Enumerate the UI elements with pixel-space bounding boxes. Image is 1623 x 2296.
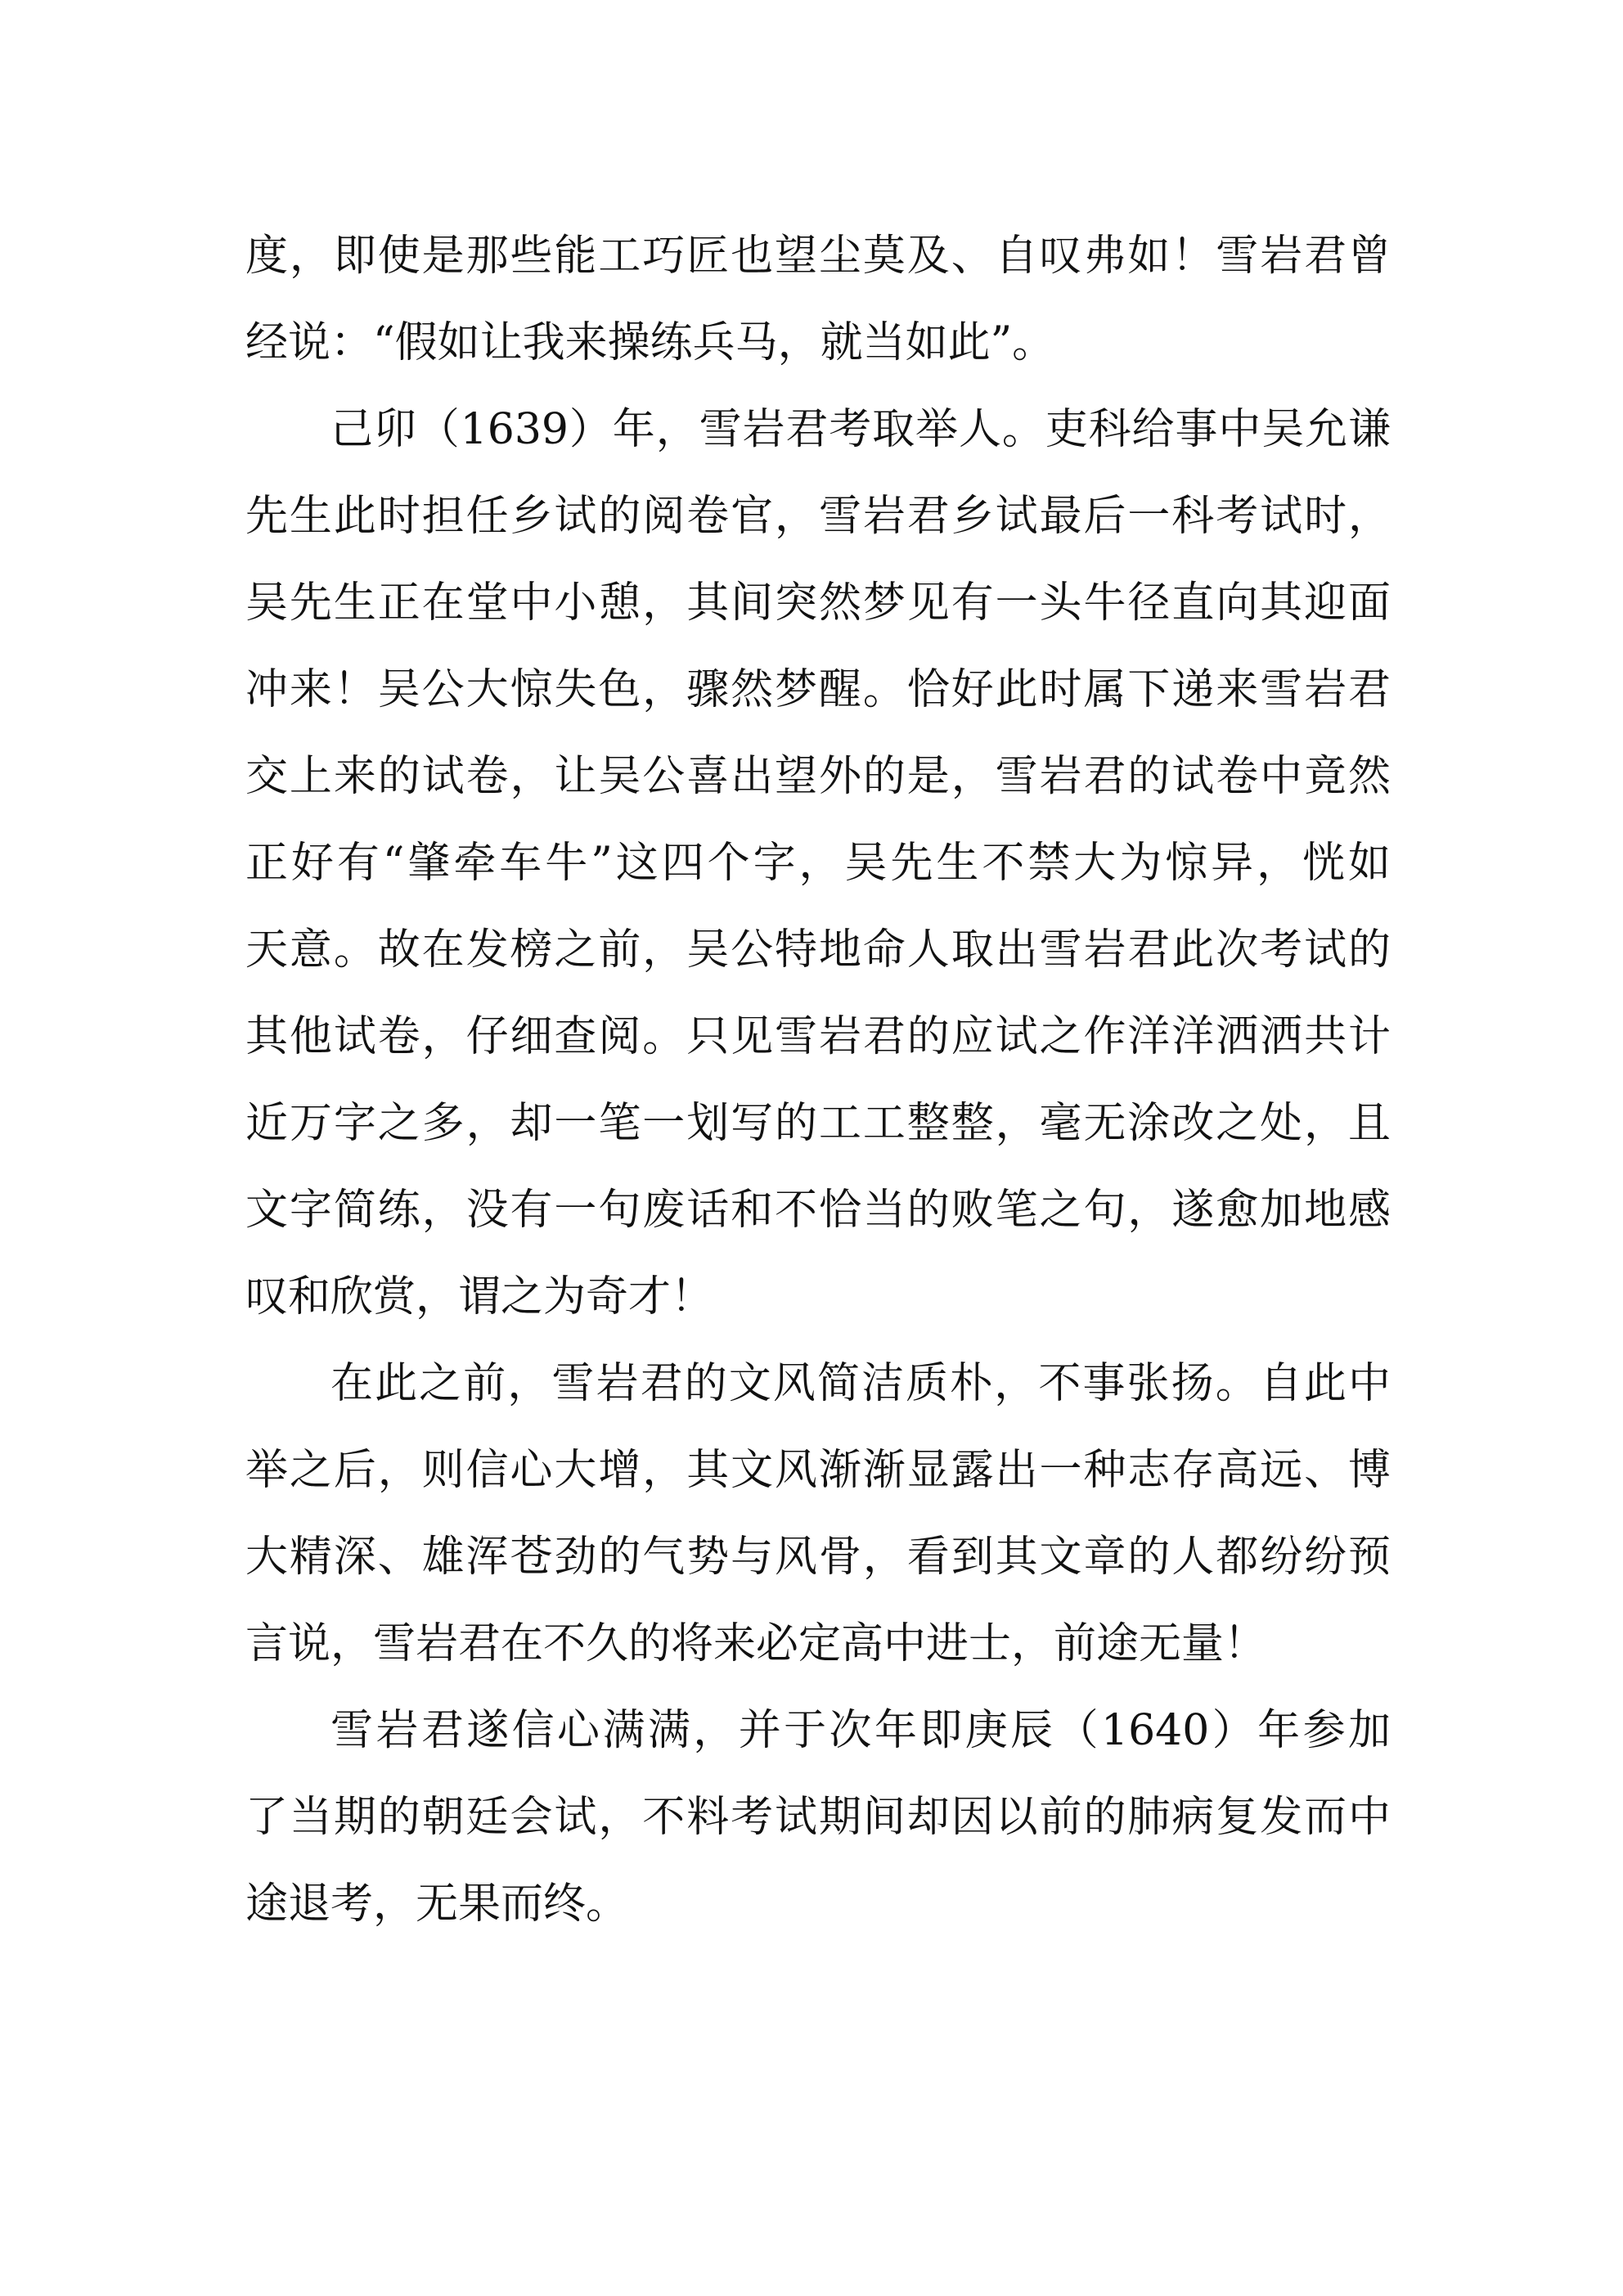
text-line: 文字简练，没有一句废话和不恰当的败笔之句，遂愈加地感 bbox=[245, 1186, 1391, 1235]
paragraph-start-line: 在此之前，雪岩君的文风简洁质朴，不事张扬。自此中 bbox=[330, 1359, 1391, 1408]
text-line: 正好有“肇牵车牛”这四个字，吴先生不禁大为惊异，恍如 bbox=[245, 839, 1391, 888]
text-line: 途退考，无果而终。 bbox=[245, 1880, 629, 1929]
text-line: 冲来！吴公大惊失色，骤然梦醒。恰好此时属下递来雪岩君 bbox=[245, 665, 1391, 714]
text-line: 交上来的试卷，让吴公喜出望外的是，雪岩君的试卷中竟然 bbox=[245, 752, 1391, 801]
body-text bbox=[245, 213, 1391, 1947]
text-line: 其他试卷，仔细查阅。只见雪岩君的应试之作洋洋洒洒共计 bbox=[245, 1012, 1391, 1061]
paragraph-start-line: 雪岩君遂信心满满，并于次年即庚辰（1640）年参加 bbox=[330, 1706, 1391, 1755]
text-line: 举之后，则信心大增，其文风渐渐显露出一种志存高远、博 bbox=[245, 1446, 1391, 1495]
text-line: 经说：“假如让我来操练兵马，就当如此”。 bbox=[245, 318, 1055, 367]
text-line: 言说，雪岩君在不久的将来必定高中进士，前途无量！ bbox=[245, 1619, 1267, 1668]
text-line: 近万字之多，却一笔一划写的工工整整，毫无涂改之处，且 bbox=[245, 1099, 1391, 1148]
text-line: 了当期的朝廷会试，不料考试期间却因以前的肺病复发而中 bbox=[245, 1793, 1391, 1842]
text-line: 度，即使是那些能工巧匠也望尘莫及、自叹弗如！雪岩君曾 bbox=[245, 232, 1391, 281]
paragraph-start-line: 己卯（1639）年，雪岩君考取举人。吏科给事中吴允谦 bbox=[330, 405, 1391, 454]
text-line: 先生此时担任乡试的阅卷官，雪岩君乡试最后一科考试时， bbox=[245, 492, 1391, 541]
text-line: 大精深、雄浑苍劲的气势与风骨，看到其文章的人都纷纷预 bbox=[245, 1533, 1391, 1582]
text-line: 吴先生正在堂中小憩，其间突然梦见有一头牛径直向其迎面 bbox=[245, 579, 1391, 628]
text-line: 天意。故在发榜之前，吴公特地命人取出雪岩君此次考试的 bbox=[245, 925, 1391, 975]
text-line: 叹和欣赏，谓之为奇才！ bbox=[245, 1272, 714, 1321]
